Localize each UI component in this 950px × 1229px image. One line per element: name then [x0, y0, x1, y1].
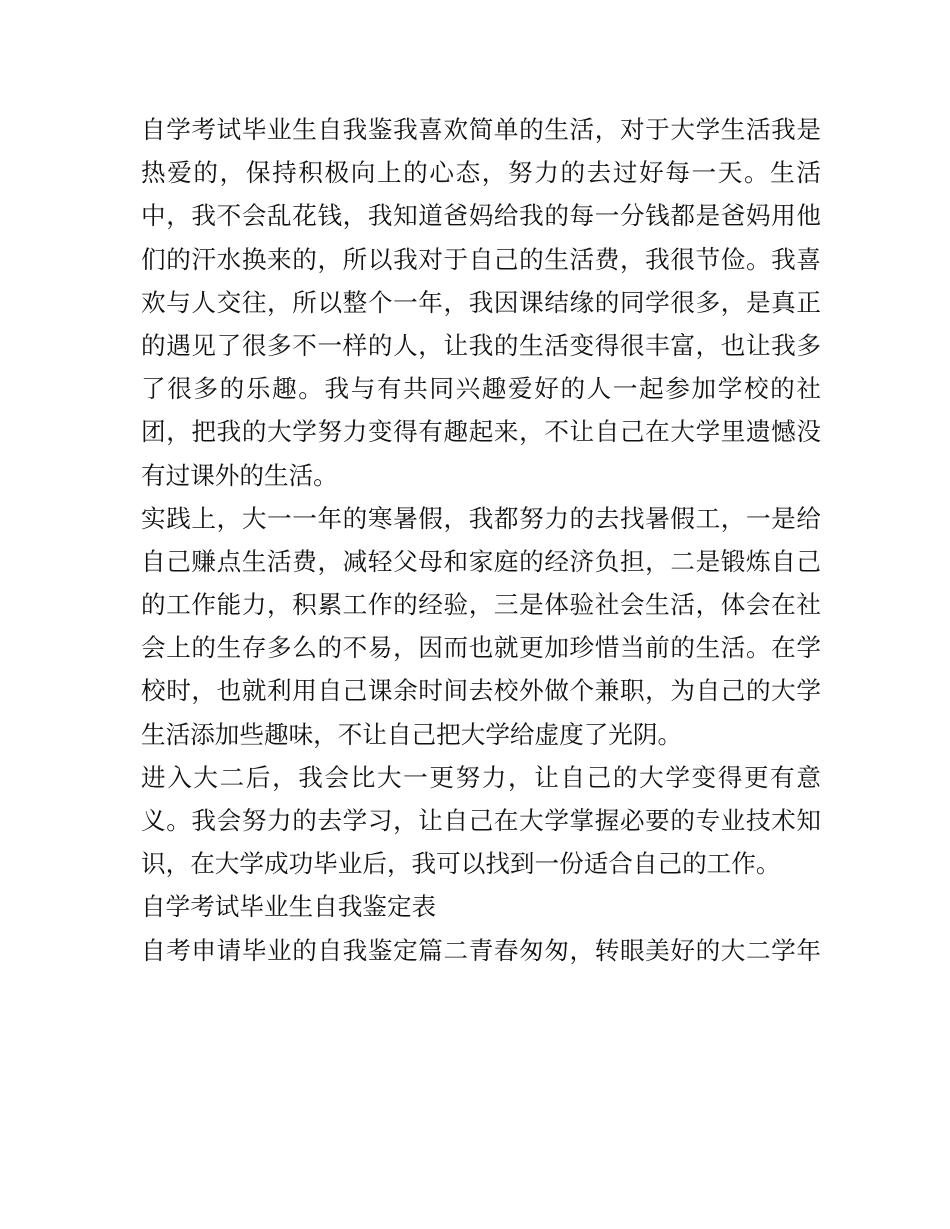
text-line: 自考申请毕业的自我鉴定篇二青春匆匆，转眼美好的大二学年 [141, 935, 821, 965]
text-line: 义。我会努力的去学习，让自己在大学掌握必要的专业技术知 [141, 806, 821, 835]
text-line: 欢与人交往，所以整个一年，我因课结缘的同学很多，是真正 [141, 287, 821, 317]
text-line: 热爱的，保持积极向上的心态，努力的去过好每一天。生活 [141, 158, 821, 188]
text-line: 识，在大学成功毕业后，我可以找到一份适合自己的工作。 [141, 849, 781, 879]
text-line: 自己赚点生活费，减轻父母和家庭的经济负担，二是锻炼自己 [141, 546, 821, 576]
text-line: 的工作能力，积累工作的经验，三是体验社会生活，体会在社 [141, 590, 821, 620]
text-line: 会上的生存多么的不易，因而也就更加珍惜当前的生活。在学 [141, 633, 821, 663]
text-line: 们的汗水换来的，所以我对于自己的生活费，我很节俭。我喜 [141, 244, 821, 274]
text-line: 实践上，大一一年的寒暑假，我都努力的去找暑假工，一是给 [141, 503, 821, 533]
text-line: 的遇见了很多不一样的人，让我的生活变得很丰富，也让我多 [141, 330, 821, 360]
text-line: 自学考试毕业生自我鉴我喜欢简单的生活，对于大学生活我是 [141, 115, 821, 144]
text-line: 生活添加些趣味，不让自己把大学给虚度了光阴。 [141, 719, 683, 749]
text-line: 团，把我的大学努力变得有趣起来，不让自己在大学里遗憾没 [141, 417, 821, 447]
text-line: 了很多的乐趣。我与有共同兴趣爱好的人一起参加学校的社 [141, 374, 821, 404]
text-line: 中，我不会乱花钱，我知道爸妈给我的每一分钱都是爸妈用他 [141, 201, 821, 231]
section-heading: 自学考试毕业生自我鉴定表 [141, 892, 437, 922]
text-line: 校时，也就利用自己课余时间去校外做个兼职，为自己的大学 [141, 676, 821, 706]
text-line: 有过课外的生活。 [141, 460, 338, 490]
document-body [141, 108, 821, 972]
text-line: 进入大二后，我会比大一更努力，让自己的大学变得更有意 [141, 762, 821, 792]
